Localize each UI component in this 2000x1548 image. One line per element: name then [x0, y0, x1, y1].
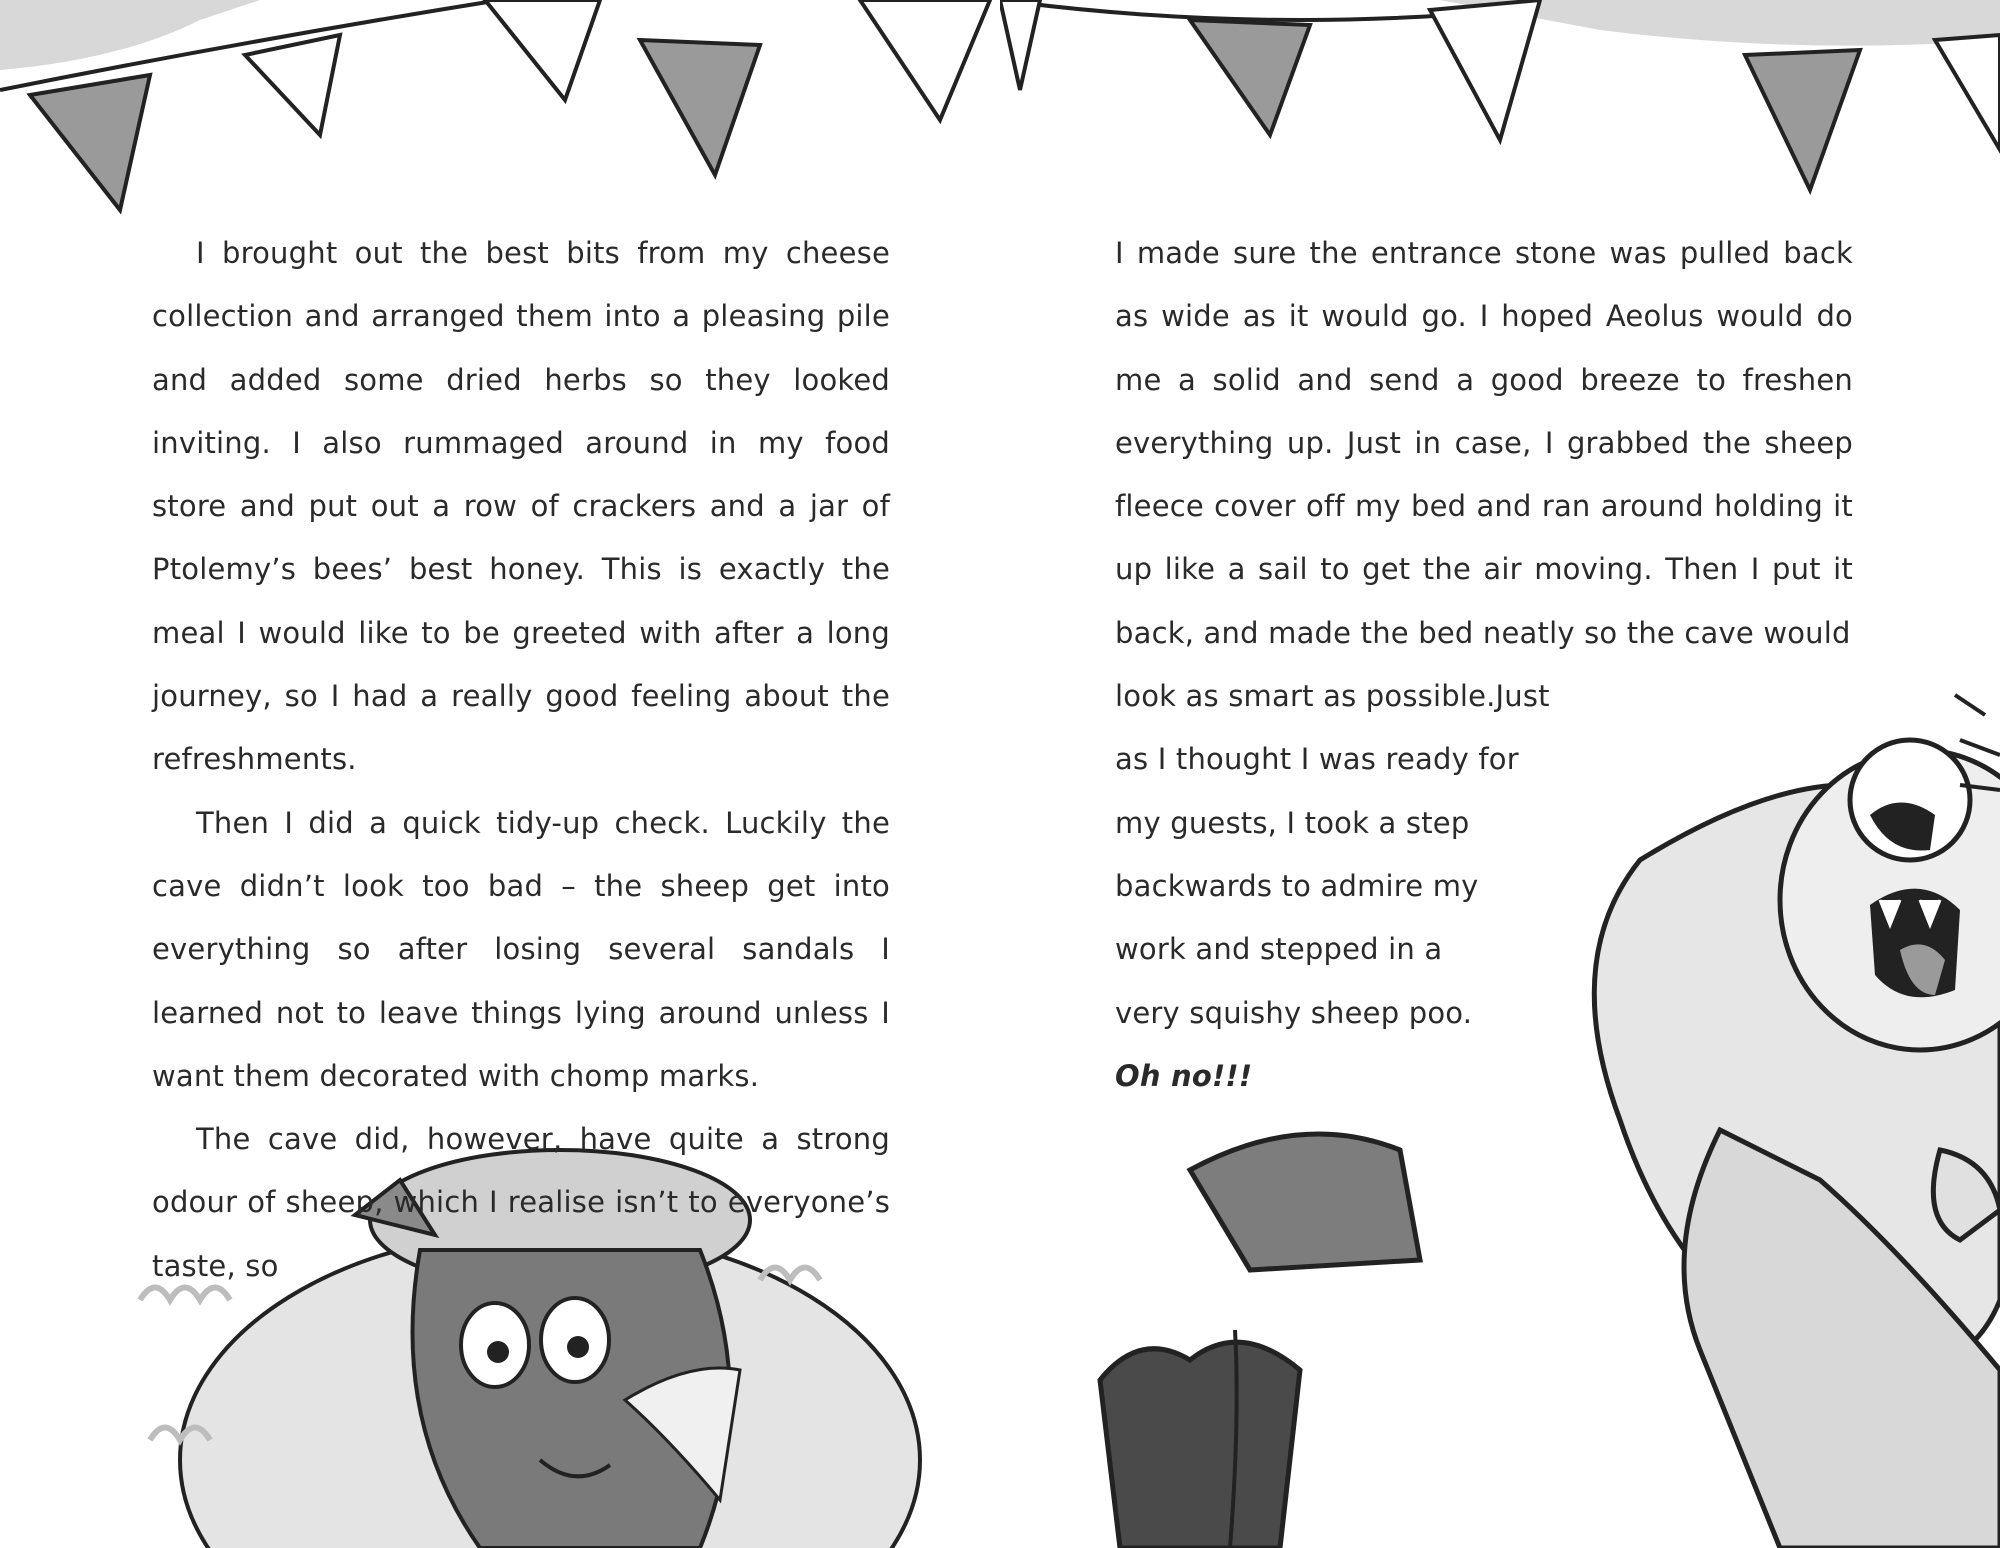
bunting-flag [245, 35, 340, 135]
text-line: work and stepped in a [1115, 932, 1443, 967]
bunting-flag [640, 40, 760, 175]
paragraph: I brought out the best bits from my cheese collection and arranged them into a pleasing pile and added some dried herbs so they looked inviting. I also rummaged around in my food store and put out a row of crackers and a jar of Ptolemy’s bees’ best honey. This is exactly the meal I would like to be greeted with after a long journey, so I had a really good feeling about the refreshments. [152, 236, 890, 777]
left-page-text [152, 222, 890, 1298]
text-line: my guests, I took a step [1115, 805, 1470, 840]
paragraph: The cave did, however, have quite a strong odour of sheep, which I realise isn’t to everyone’s taste, so [152, 1122, 890, 1283]
bunting-flag [485, 0, 600, 100]
wrapped-text [1115, 665, 1555, 1108]
bunting-flag [1430, 0, 1540, 140]
exclamation: Oh no!!! [1115, 1058, 1253, 1093]
text-line: backwards to admire my [1115, 868, 1479, 903]
text-line: look as smart as possible.Just [1115, 679, 1550, 714]
right-page [1000, 0, 2000, 1548]
bunting-flag [1190, 20, 1310, 135]
bunting-flag [30, 75, 150, 210]
cloud-shape [0, 0, 260, 70]
bunting-flag [1745, 50, 1860, 190]
bunting-flag [860, 0, 990, 120]
bunting-flag [1000, 0, 1040, 90]
text-line: very squishy sheep poo. [1115, 995, 1473, 1030]
right-page-text [1115, 222, 1853, 1108]
bunting-flag [1935, 35, 2000, 150]
paragraph: Then I did a quick tidy-up check. Luckily the cave didn’t look too bad – the sheep get into everything so after losing several sandals I learned not to leave things lying around unless I want them decorated with chomp marks. [152, 805, 890, 1093]
text-line: as I thought I was ready for [1115, 742, 1519, 777]
paragraph: I made sure the entrance stone was pulled back as wide as it would go. I hoped Aeolus would do me a solid and send a good breeze to freshen everything up. Just in case, I grabbed the sheep fleece cover off my bed and ran around holding it up like a sail to get the air moving. Then I put it back, and made the bed neatly so the cave would [1115, 236, 1853, 650]
